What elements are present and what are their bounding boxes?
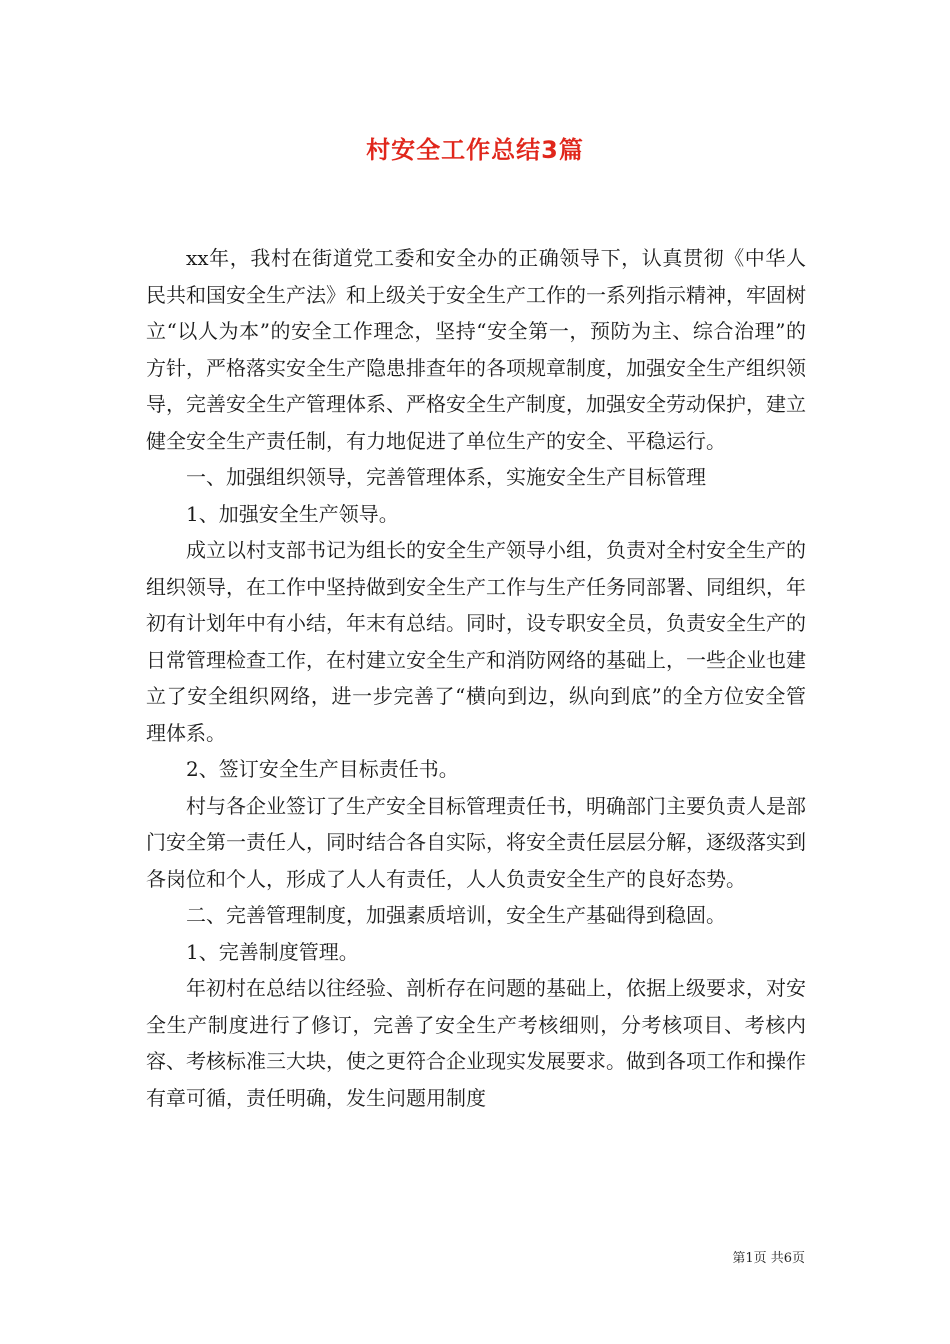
paragraph: xx年，我村在街道党工委和安全办的正确领导下，认真贯彻《中华人民共和国安全生产法》和上级关于安全生产工作的一系列指示精神，牢固树立“以人为本”的安全工作理念，坚持“安全第一，预防为主、综合治理”的方针，严格落实安全生产隐患排查年的各项规章制度，加强安全生产组织领导，完善安全生产管理体系、严格安全生产制度，加强安全劳动保护，建立健全安全生产责任制，有力地促进了单位生产的安全、平稳运行。 [146, 246, 806, 453]
page-number: 第1页 共6页 [732, 1251, 805, 1266]
document-title: 村安全工作总结3篇 [366, 136, 584, 164]
section-heading: 二、完善管理制度，加强素质培训，安全生产基础得到稳固。 [186, 903, 726, 927]
document-body [146, 240, 806, 1116]
subsection-heading: 1、加强安全生产领导。 [186, 501, 399, 526]
subsection-heading: 2、签订安全生产目标责任书。 [186, 757, 459, 781]
section-heading: 一、加强组织领导，完善管理体系，实施安全生产目标管理 [186, 465, 706, 489]
paragraph: 成立以村支部书记为组长的安全生产领导小组，负责对全村安全生产的组织领导，在工作中坚持做到安全生产工作与生产任务同部署、同组织，年初有计划年中有小结，年末有总结。同时，设专职安全员，负责安全生产的日常管理检查工作，在村建立安全生产和消防网络的基础上，一些企业也建立了安全组织网络，进一步完善了“横向到边，纵向到底”的全方位安全管理体系。 [146, 538, 806, 745]
subsection-heading: 1、完善制度管理。 [186, 939, 359, 964]
paragraph: 年初村在总结以往经验、剖析存在问题的基础上，依据上级要求，对安全生产制度进行了修订，完善了安全生产考核细则，分考核项目、考核内容、考核标准三大块，使之更符合企业现实发展要求。做到各项工作和操作有章可循，责任明确，发生问题用制度 [146, 976, 806, 1110]
paragraph: 村与各企业签订了生产安全目标管理责任书，明确部门主要负责人是部门安全第一责任人，同时结合各自实际，将安全责任层层分解，逐级落实到各岗位和个人，形成了人人有责任，人人负责安全生产的良好态势。 [146, 793, 806, 891]
